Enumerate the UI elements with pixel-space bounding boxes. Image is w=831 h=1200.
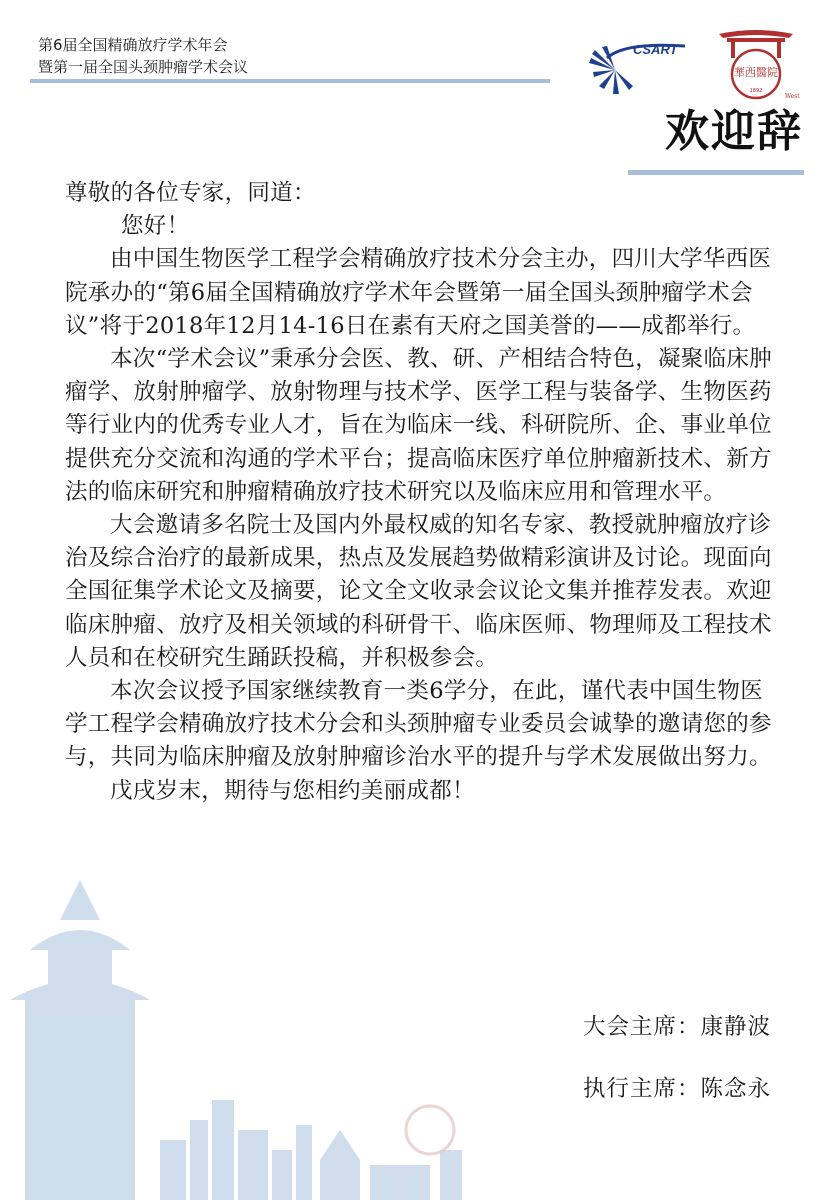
- hospital-logo-year: 1892: [749, 88, 763, 94]
- letter-salutation: 尊敬的各位专家，同道：: [65, 180, 316, 206]
- welcome-letter: [65, 177, 775, 808]
- title-divider: [628, 170, 804, 175]
- letter-greeting: 您好！: [121, 213, 190, 240]
- conference-title-line2: 暨第一届全国头颈肿瘤学术会议: [38, 58, 249, 76]
- letter-paragraph: 大会邀请多名院士及国内外最权威的知名专家、教授就肿瘤放疗诊治及综合治疗的最新成果，热点及发展趋势做精彩演讲及讨论。现面向全国征集学术论文及摘要，论文全文收录会议论文集并推荐发表。欢迎临床肿瘤、放疗及相关领域的科研骨干、临床医师、物理师及工程技术人员和在校研究生踊跃投稿，并积极参会。: [65, 512, 772, 671]
- conference-title-line1: 第6届全国精确放疗学术年会: [38, 36, 228, 54]
- header-divider: [30, 79, 550, 83]
- letter-paragraph: 本次会议授予国家继续教育一类6学分，在此，谨代表中国生物医学工程学会精确放疗技术分会和头颈肿瘤专业委员会诚挚的邀请您的参与，共同为临床肿瘤及放射肿瘤诊治水平的提升与学术发展做出努力。: [65, 678, 772, 771]
- west-china-hospital-logo: [715, 26, 800, 102]
- letter-paragraph: 由中国生物医学工程学会精确放疗技术分会主办，四川大学华西医院承办的“第6届全国精确放疗学术年会暨第一届全国头颈肿瘤学术会议”将于2018年12月14-16日在素有天府之国美誉的——成都举行。: [65, 246, 772, 339]
- csart-fan-icon: [589, 46, 633, 94]
- signature-executive-chair: 执行主席：陈念永: [582, 1076, 771, 1102]
- letter-paragraph: 本次“学术会议”秉承分会医、教、研、产相结合特色，凝聚临床肿瘤学、放射肿瘤学、放射物理与技术学、医学工程与装备学、生物医药等行业内的优秀专业人才，旨在为临床一线、科研院所、企、事业单位提供充分交流和沟通的学术平台；提高临床医疗单位肿瘤新技术、新方法的临床研究和肿瘤精确放疗技术研究以及临床应用和管理水平。: [65, 346, 773, 505]
- chengdu-skyline-illustration: [0, 880, 520, 1200]
- letter-paragraph: 戊戌岁末，期待与您相约美丽成都！: [110, 777, 475, 804]
- csart-logo: [585, 38, 695, 100]
- signature-chair: 大会主席：康静波: [582, 1014, 771, 1040]
- hospital-logo-tag: West: [785, 93, 800, 100]
- conference-title: [38, 34, 248, 78]
- csart-logo-text: CSART: [633, 42, 678, 57]
- hospital-logo-name: 華西醫院: [734, 66, 778, 79]
- page-title: 欢迎辞: [665, 106, 803, 157]
